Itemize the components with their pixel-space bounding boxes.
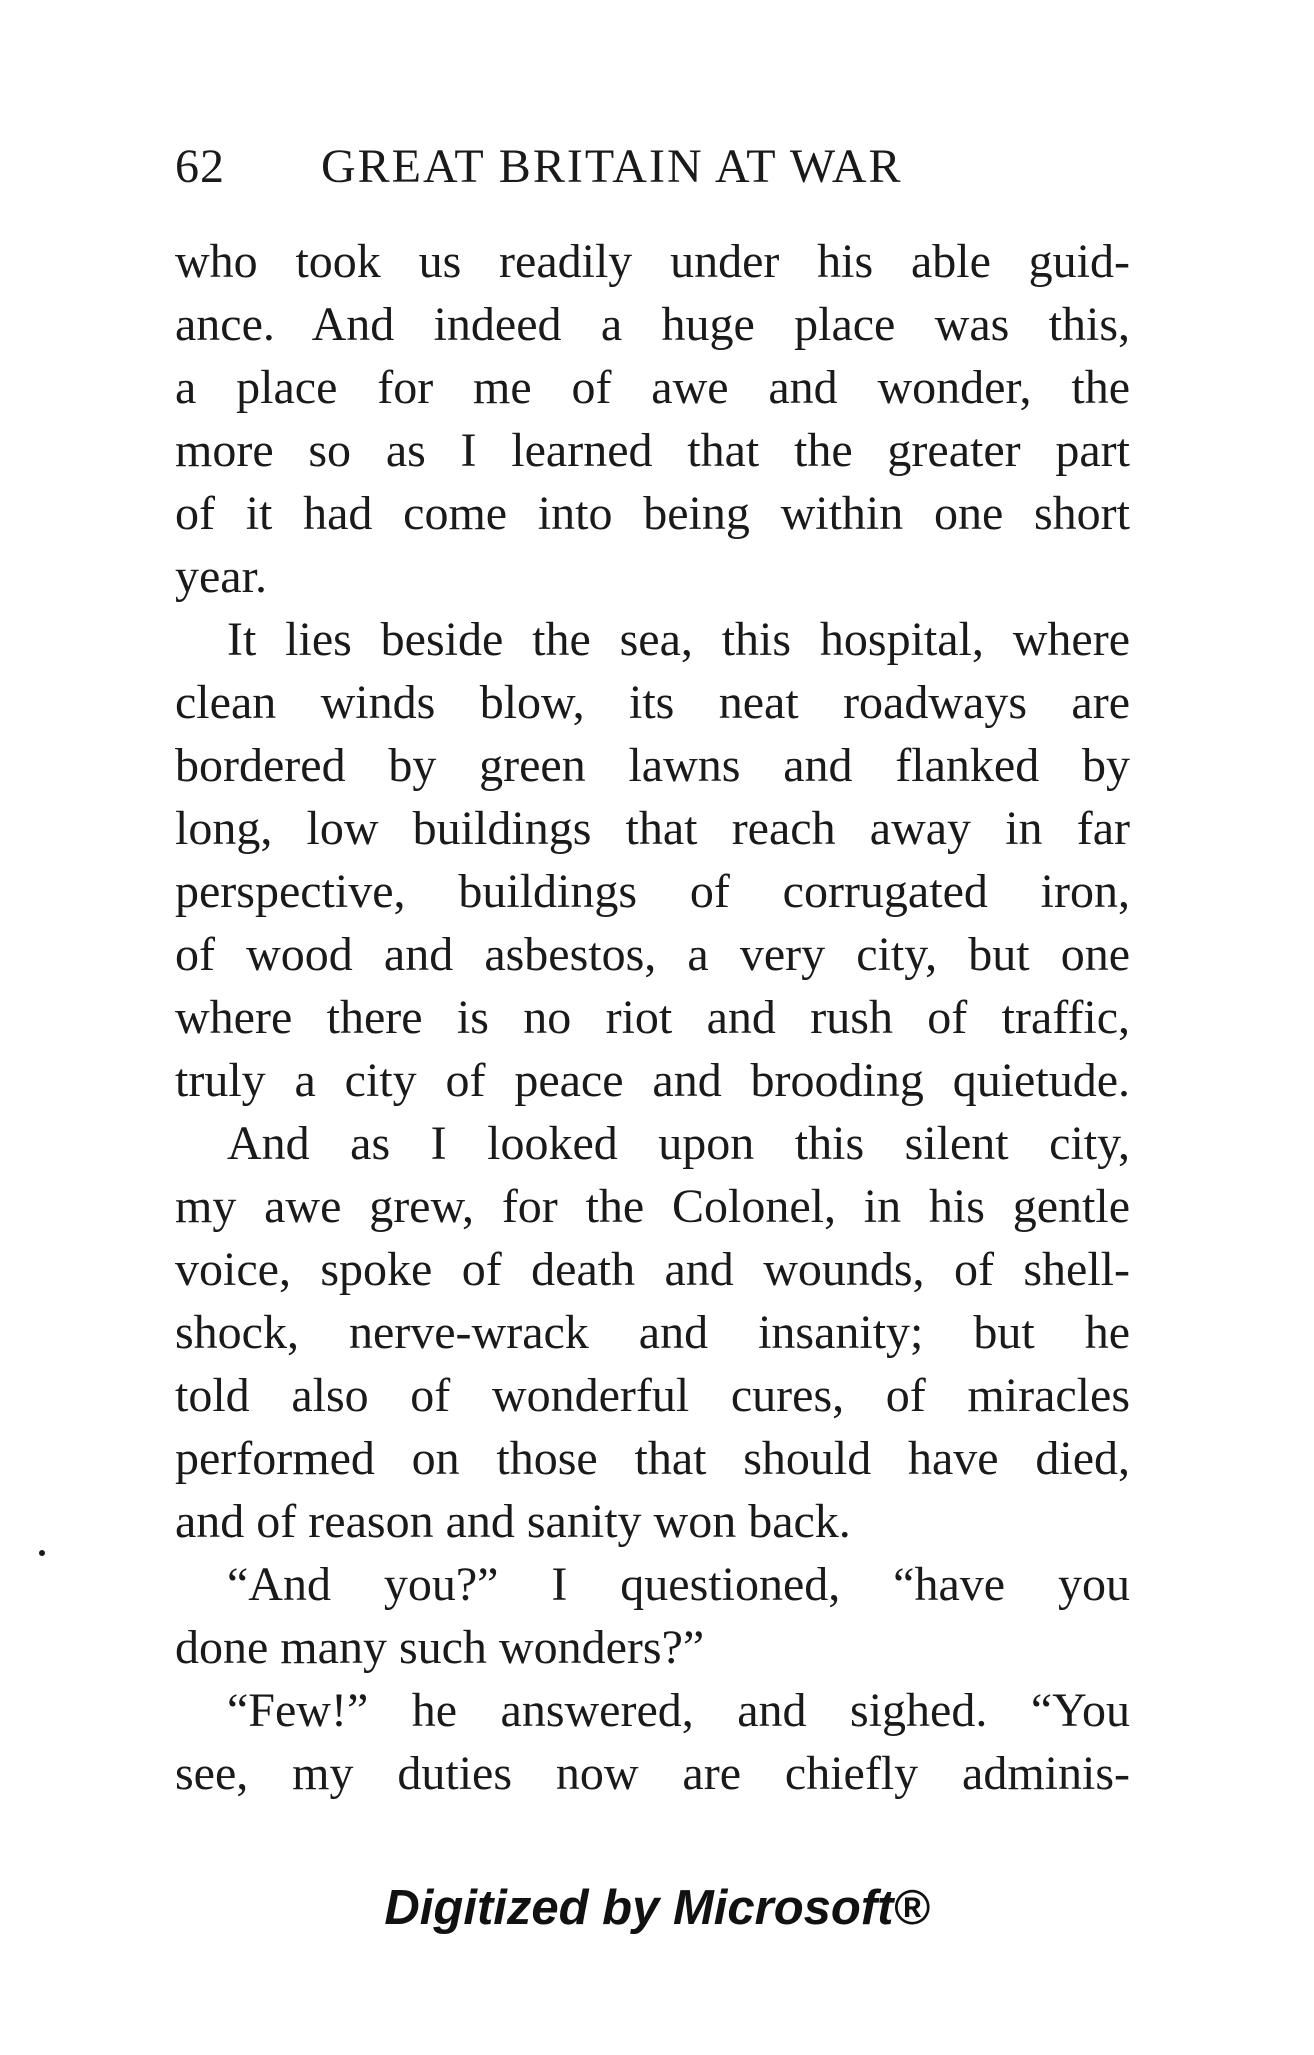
text-line: performed on those that should have died, <box>175 1432 1130 1485</box>
text-line: It lies beside the sea, this hospital, where <box>227 613 1130 666</box>
digitization-watermark: Digitized by Microsoft® <box>384 1881 930 1935</box>
text-line: year. <box>175 550 267 603</box>
text-line: voice, spoke of death and wounds, of shell- <box>175 1243 1130 1296</box>
paragraph <box>175 1112 1130 1553</box>
text-line: and of reason and sanity won back. <box>175 1495 851 1548</box>
body-text <box>175 230 1130 1805</box>
text-line: told also of wonderful cures, of miracles <box>175 1369 1130 1422</box>
text-line: done many such wonders?” <box>175 1621 705 1674</box>
text-line: long, low buildings that reach away in far <box>175 802 1130 855</box>
text-line: perspective, buildings of corrugated iron, <box>175 865 1130 918</box>
running-header <box>175 132 1135 202</box>
text-line: And as I looked upon this silent city, <box>227 1117 1130 1170</box>
text-line: where there is no riot and rush of traffic, <box>175 991 1130 1044</box>
paragraph <box>175 1679 1130 1805</box>
text-line: bordered by green lawns and flanked by <box>175 739 1130 792</box>
paragraph <box>175 608 1130 1112</box>
text-line: see, my duties now are chiefly adminis- <box>175 1747 1130 1800</box>
text-line: of it had come into being within one short <box>175 487 1130 540</box>
text-line: more so as I learned that the greater part <box>175 424 1130 477</box>
text-line: my awe grew, for the Colonel, in his gentle <box>175 1180 1130 1233</box>
text-line: a place for me of awe and wonder, the <box>175 361 1130 414</box>
text-line: clean winds blow, its neat roadways are <box>175 676 1130 729</box>
paragraph <box>175 1553 1130 1679</box>
text-line: ance. And indeed a huge place was this, <box>175 298 1130 351</box>
text-line: shock, nerve-wrack and insanity; but he <box>175 1306 1130 1359</box>
text-line: “And you?” I questioned, “have you <box>227 1558 1130 1611</box>
scan-speck <box>39 1550 45 1556</box>
page-number: 62 <box>175 140 225 193</box>
paragraph <box>175 230 1130 608</box>
text-line: of wood and asbestos, a very city, but one <box>175 928 1130 981</box>
text-line: “Few!” he answered, and sighed. “You <box>227 1684 1130 1737</box>
running-title: GREAT BRITAIN AT WAR <box>321 140 903 193</box>
text-line: who took us readily under his able guid- <box>175 235 1130 288</box>
text-line: truly a city of peace and brooding quietude. <box>175 1054 1130 1107</box>
